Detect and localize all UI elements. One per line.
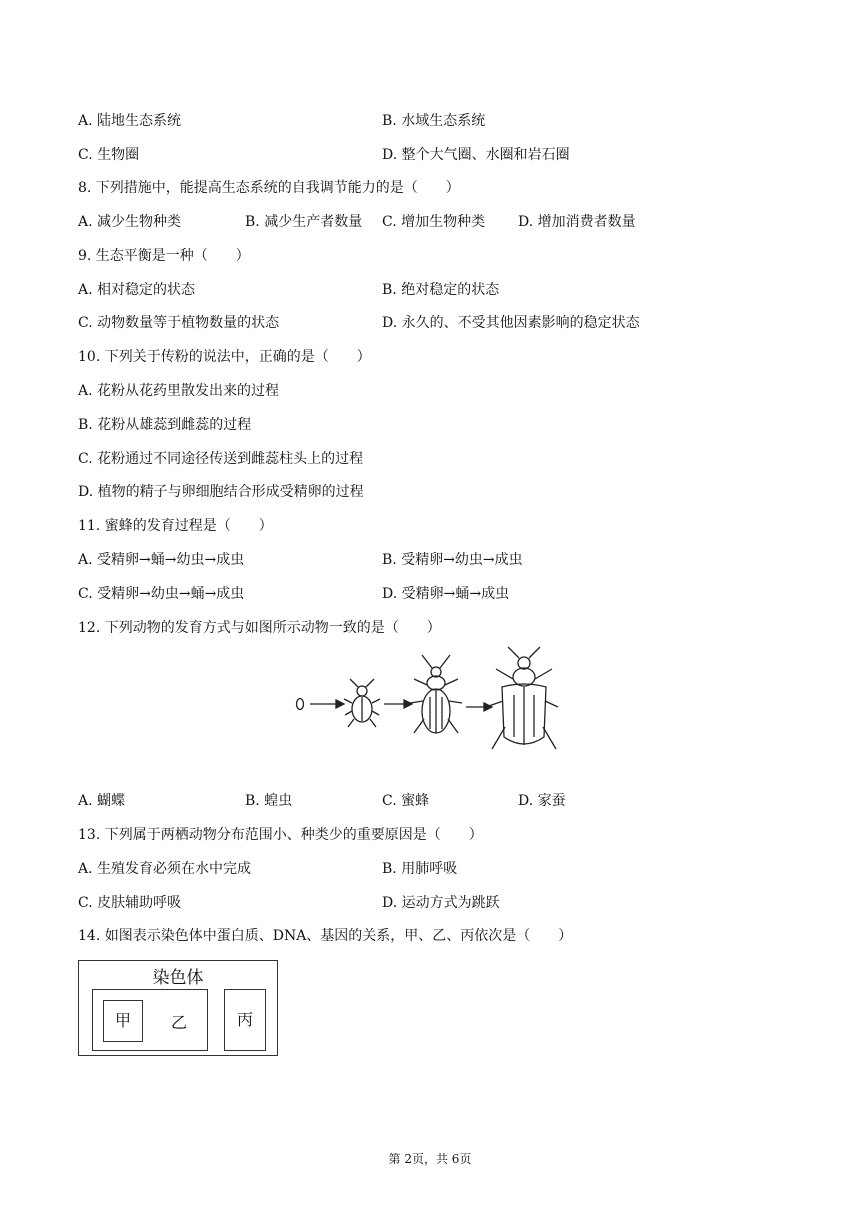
q7-option-a: A. 陆地生态系统 xyxy=(78,113,182,129)
adult-beetle-icon xyxy=(486,647,558,749)
q11-stem: 11. 蜜蜂的发育过程是（ ） xyxy=(78,518,273,534)
q13-option-b: B. 用肺呼吸 xyxy=(382,861,458,877)
q9-stem: 9. 生态平衡是一种（ ） xyxy=(78,248,250,264)
q8-option-a: A. 减少生物种类 xyxy=(78,214,182,230)
nymph-large-icon xyxy=(410,655,462,733)
q10-option-d: D. 植物的精子与卵细胞结合形成受精卵的过程 xyxy=(78,484,364,500)
q10-option-c: C. 花粉通过不同途径传送到雌蕊柱头上的过程 xyxy=(78,451,364,467)
q10-option-b: B. 花粉从雄蕊到雌蕊的过程 xyxy=(78,417,252,433)
chromosome-title: 染色体 xyxy=(152,968,204,988)
q13-stem: 13. 下列属于两栖动物分布范围小、种类少的重要原因是（ ） xyxy=(78,827,483,843)
q13-option-a: A. 生殖发育必须在水中完成 xyxy=(78,861,252,877)
q11-option-a: A. 受精卵→蛹→幼虫→成虫 xyxy=(78,552,245,568)
box-yi xyxy=(92,989,208,1051)
q13-option-c: C. 皮肤辅助呼吸 xyxy=(78,895,182,911)
q8-option-b: B. 减少生产者数量 xyxy=(245,214,363,230)
page-footer: 第 2页，共 6页 xyxy=(388,1152,472,1166)
egg-icon xyxy=(297,699,304,710)
nymph-small-icon xyxy=(344,679,380,727)
q12-option-d: D. 家蚕 xyxy=(518,793,566,809)
q7-option-b: B. 水域生态系统 xyxy=(382,113,486,129)
q12-option-b: B. 蝗虫 xyxy=(245,793,293,809)
q9-option-d: D. 永久的、不受其他因素影响的稳定状态 xyxy=(382,315,640,331)
box-bing: 丙 xyxy=(224,989,266,1051)
q8-stem: 8. 下列措施中，能提高生态系统的自我调节能力的是（ ） xyxy=(78,180,460,196)
insect-development-figure xyxy=(290,645,560,760)
q8-option-c: C. 增加生物种类 xyxy=(382,214,486,230)
q12-option-c: C. 蜜蜂 xyxy=(382,793,430,809)
q12-option-a: A. 蝴蝶 xyxy=(78,793,126,809)
q9-option-b: B. 绝对稳定的状态 xyxy=(382,282,500,298)
q7-option-d: D. 整个大气圈、水圈和岩石圈 xyxy=(382,147,570,163)
q11-option-b: B. 受精卵→幼虫→成虫 xyxy=(382,552,523,568)
q10-option-a: A. 花粉从花药里散发出来的过程 xyxy=(78,383,280,399)
q9-option-a: A. 相对稳定的状态 xyxy=(78,282,196,298)
q10-stem: 10. 下列关于传粉的说法中，正确的是（ ） xyxy=(78,349,371,365)
q7-option-c: C. 生物圈 xyxy=(78,147,140,163)
q11-option-d: D. 受精卵→蛹→成虫 xyxy=(382,586,510,602)
q8-option-d: D. 增加消费者数量 xyxy=(518,214,636,230)
q12-stem: 12. 下列动物的发育方式与如图所示动物一致的是（ ） xyxy=(78,620,441,636)
q11-option-c: C. 受精卵→幼虫→蛹→成虫 xyxy=(78,586,245,602)
label-yi: 乙 xyxy=(171,1013,188,1032)
box-jia: 甲 xyxy=(103,1000,143,1042)
q9-option-c: C. 动物数量等于植物数量的状态 xyxy=(78,315,280,331)
q14-stem: 14. 如图表示染色体中蛋白质、DNA、基因的关系，甲、乙、丙依次是（ ） xyxy=(78,928,573,944)
q13-option-d: D. 运动方式为跳跃 xyxy=(382,895,500,911)
chromosome-diagram xyxy=(78,960,278,1056)
